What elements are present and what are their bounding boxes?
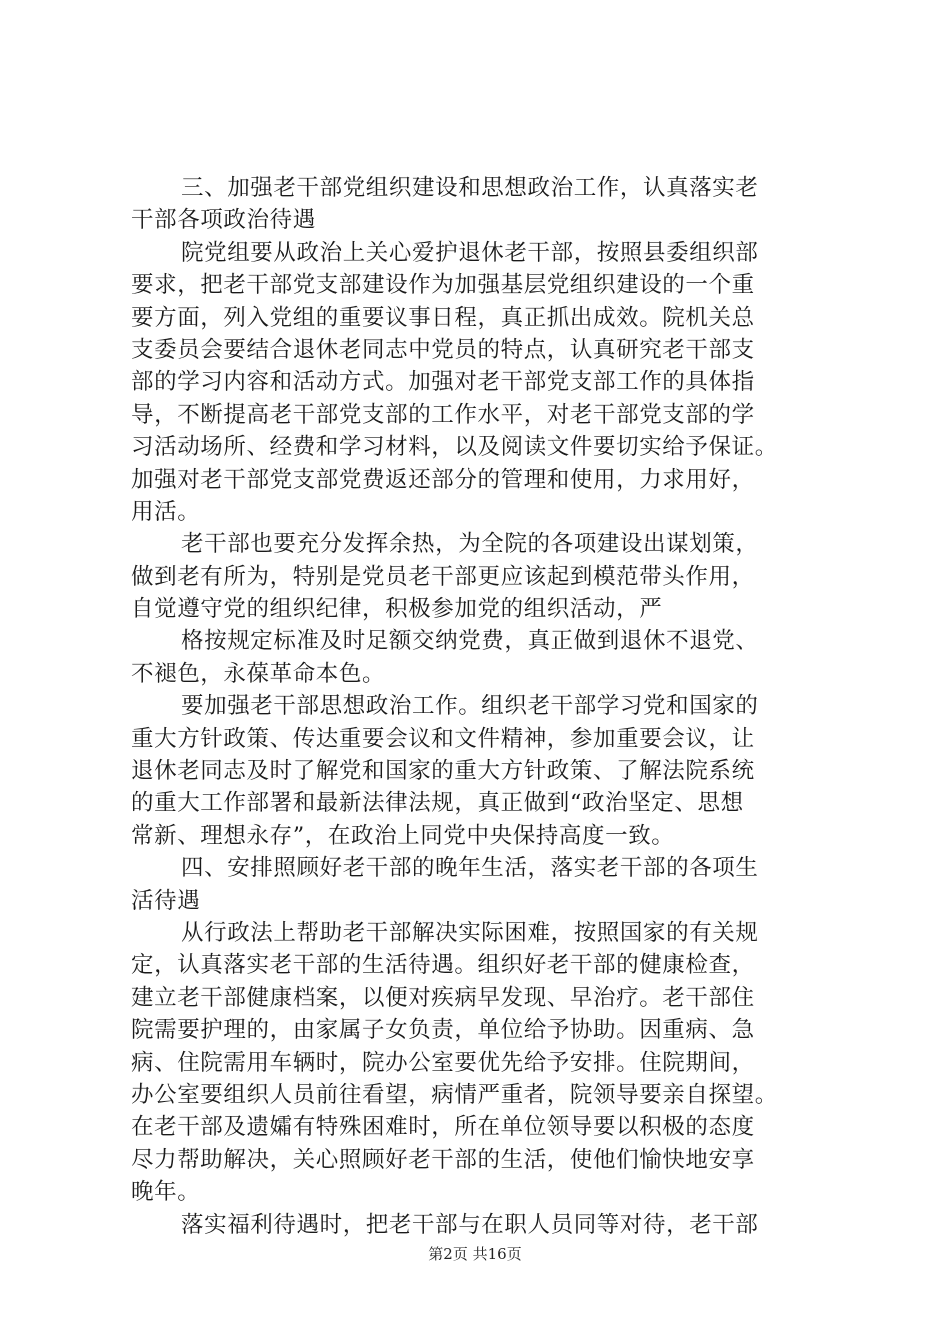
text-line: 建立老干部健康档案，以便对疾病早发现、早治疗。老干部住 (131, 984, 755, 1011)
text-line: 加强对老干部党支部党费返还部分的管理和使用，力求用好， (131, 466, 755, 493)
text-line: 活待遇 (131, 887, 201, 914)
text-line: 要求，把老干部党支部建设作为加强基层党组织建设的一个重 (131, 272, 755, 299)
text-line: 做到老有所为，特别是党员老干部更应该起到模范带头作用， (131, 563, 755, 590)
document-body (131, 172, 831, 1241)
text-line: 从行政法上帮助老干部解决实际困难，按照国家的有关规 (181, 919, 759, 946)
text-line: 要加强老干部思想政治工作。组织老干部学习党和国家的 (181, 693, 759, 720)
text-line: 院需要护理的，由家属子女负责，单位给予协助。因重病、急 (131, 1017, 755, 1044)
text-line: 不褪色，永葆革命本色。 (131, 660, 386, 687)
text-line: 重大方针政策、传达重要会议和文件精神，参加重要会议，让 (131, 725, 755, 752)
text-line: 尽力帮助解决，关心照顾好老干部的生活，使他们愉快地安享 (131, 1146, 755, 1173)
text-line: 的重大工作部署和最新法律法规，真正做到“政治坚定、思想 (131, 790, 744, 817)
text-line: 退休老同志及时了解党和国家的重大方针政策、了解法院系统 (131, 758, 755, 785)
text-line: 导，不断提高老干部党支部的工作水平，对老干部党支部的学 (131, 401, 755, 428)
text-line: 格按规定标准及时足额交纳党费，真正做到退休不退党、 (181, 628, 759, 655)
text-line: 习活动场所、经费和学习材料，以及阅读文件要切实给予保证。 (131, 434, 778, 461)
text-line: 用活。 (131, 498, 201, 525)
text-line: 院党组要从政治上关心爱护退休老干部，按照县委组织部 (181, 239, 759, 266)
text-line: 常新、理想永存”，在政治上同党中央保持高度一致。 (131, 822, 675, 849)
text-line: 落实福利待遇时，把老干部与在职人员同等对待，老干部 (181, 1211, 759, 1238)
text-line: 定，认真落实老干部的生活待遇。组织好老干部的健康检查， (131, 952, 755, 979)
text-line: 三、加强老干部党组织建设和思想政治工作，认真落实老 (181, 175, 759, 201)
text-line: 在老干部及遗孀有特殊困难时，所在单位领导要以积极的态度 (131, 1114, 755, 1141)
text-line: 干部各项政治待遇 (131, 207, 316, 234)
text-line: 办公室要组织人员前往看望，病情严重者，院领导要亲自探望。 (131, 1081, 778, 1108)
text-line: 支委员会要结合退休老同志中党员的特点，认真研究老干部支 (131, 336, 755, 363)
page-number-footer: 第2页 共16页 (428, 1245, 522, 1263)
text-line: 自觉遵守党的组织纪律，积极参加党的组织活动，严 (131, 596, 663, 623)
text-line: 晚年。 (131, 1179, 201, 1206)
text-line: 老干部也要充分发挥余热，为全院的各项建设出谋划策， (181, 531, 759, 558)
text-line: 病、住院需用车辆时，院办公室要优先给予安排。住院期间， (131, 1049, 755, 1076)
text-line: 要方面，列入党组的重要议事日程，真正抓出成效。院机关总 (131, 304, 755, 331)
text-line: 部的学习内容和活动方式。加强对老干部党支部工作的具体指 (131, 369, 755, 396)
text-line: 四、安排照顾好老干部的晚年生活，落实老干部的各项生 (181, 855, 759, 882)
